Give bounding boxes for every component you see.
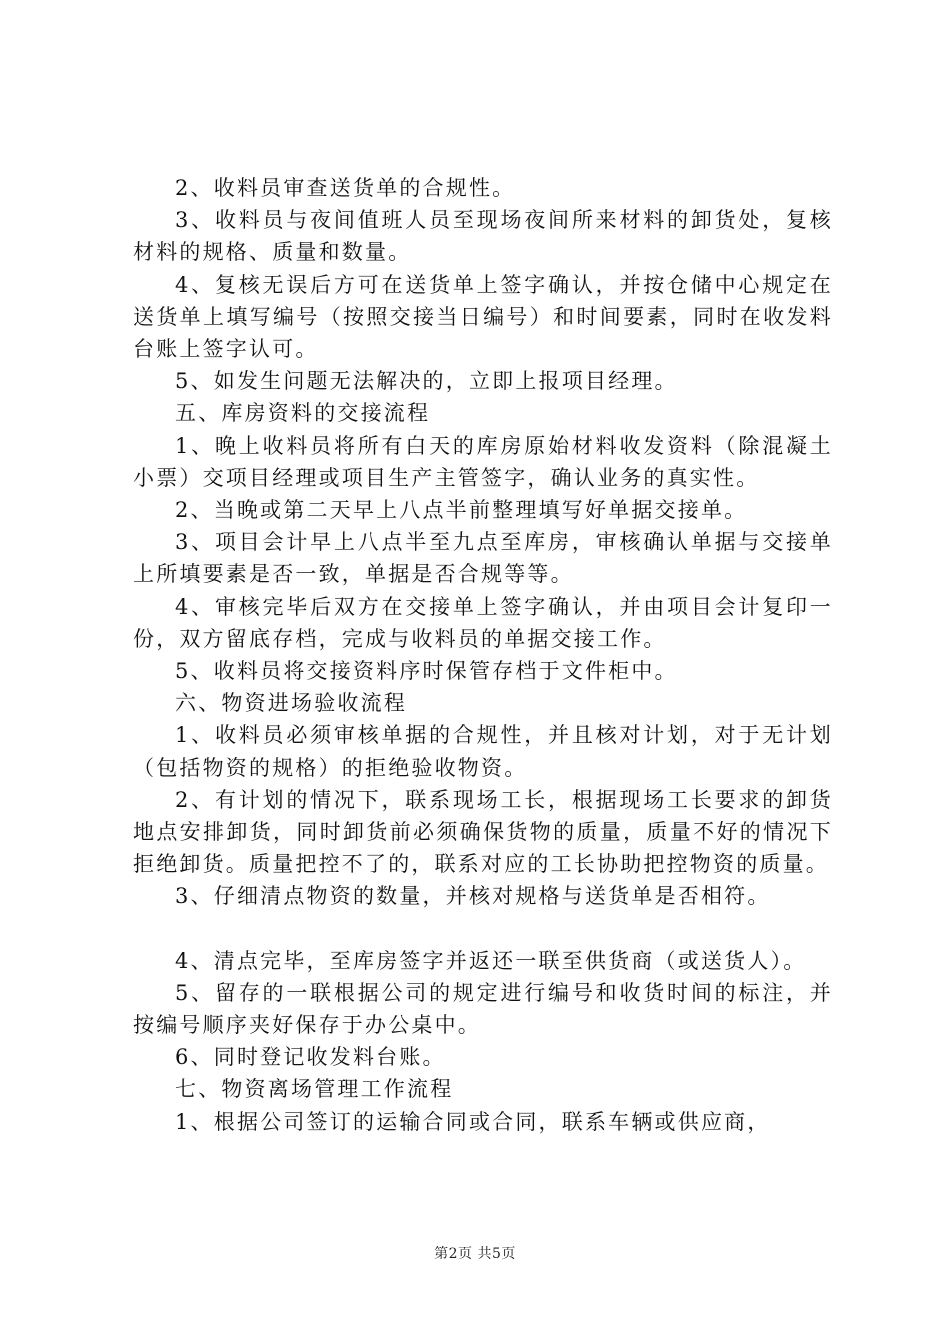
paragraph: 3、收料员与夜间值班人员至现场夜间所来材料的卸货处，复核材料的规格、质量和数量。	[133, 208, 833, 265]
paragraph: 5、如发生问题无法解决的，立即上报项目经理。	[175, 369, 678, 394]
paragraph: 5、收料员将交接资料序时保管存档于文件柜中。	[175, 659, 678, 684]
paragraph: 2、当晚或第二天早上八点半前整理填写好单据交接单。	[175, 498, 748, 523]
paragraph: 2、有计划的情况下，联系现场工长，根据现场工长要求的卸货地点安排卸货，同时卸货前必须确保货物的质量，质量不好的情况下拒绝卸货。质量把控不了的，联系对应的工长协助把控物资的质量。	[133, 787, 833, 877]
paragraph: 1、收料员必须审核单据的合规性，并且核对计划，对于无计划（包括物资的规格）的拒绝验收物资。	[133, 723, 833, 780]
document-body	[133, 172, 833, 1138]
paragraph: 2、收料员审查送货单的合规性。	[175, 176, 516, 200]
paragraph: 6、同时登记收发料台账。	[175, 1045, 446, 1070]
paragraph: 4、复核无误后方可在送货单上签字确认，并按仓储中心规定在送货单上填写编号（按照交接当日编号）和时间要素，同时在收发料台账上签字认可。	[133, 272, 833, 362]
section-heading: 七、物资离场管理工作流程	[175, 1077, 454, 1102]
section-heading: 五、库房资料的交接流程	[175, 401, 431, 426]
paragraph: 1、晚上收料员将所有白天的库房原始材料收发资料（除混凝土小票）交项目经理或项目生产主管签字，确认业务的真实性。	[133, 433, 833, 490]
paragraph: 3、仔细清点物资的数量，并核对规格与送货单是否相符。	[175, 884, 771, 909]
paragraph: 4、审核完毕后双方在交接单上签字确认，并由项目会计复印一份，双方留底存档，完成与收料员的单据交接工作。	[133, 594, 833, 651]
paragraph: 4、清点完毕，至库房签字并返还一联至供货商（或送货人）。	[175, 948, 807, 973]
page-number-footer: 第2页 共5页	[434, 1246, 516, 1262]
paragraph: 5、留存的一联根据公司的规定进行编号和收货时间的标注，并按编号顺序夹好保存于办公桌中。	[133, 980, 833, 1038]
paragraph: 3、项目会计早上八点半至九点至库房，审核确认单据与交接单上所填要素是否一致，单据是否合规等等。	[133, 530, 833, 587]
section-heading: 六、物资进场验收流程	[175, 691, 407, 716]
paragraph: 1、根据公司签订的运输合同或合同，联系车辆或供应商，	[175, 1109, 771, 1134]
blank-line	[133, 913, 833, 945]
